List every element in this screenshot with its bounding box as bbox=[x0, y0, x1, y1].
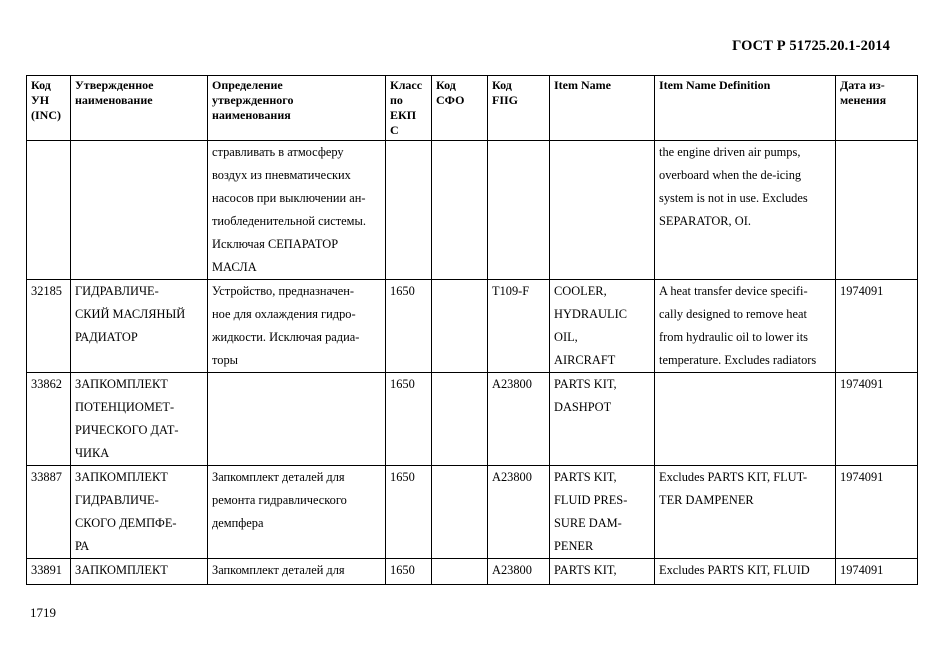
column-header-change-date: Дата из- менения bbox=[836, 76, 918, 141]
cell-fiig bbox=[488, 141, 550, 280]
table-row bbox=[27, 373, 918, 466]
cell-class: 1650 bbox=[386, 280, 432, 373]
cell-sfo bbox=[432, 559, 488, 585]
cell-approved-name: ЗАПКОМПЛЕКТ bbox=[71, 559, 208, 585]
cell-class bbox=[386, 141, 432, 280]
cell-class: 1650 bbox=[386, 466, 432, 559]
table-row bbox=[27, 280, 918, 373]
document-header: ГОСТ Р 51725.20.1-2014 bbox=[732, 38, 890, 54]
cell-class: 1650 bbox=[386, 559, 432, 585]
column-header-item-name: Item Name bbox=[550, 76, 655, 141]
cell-sfo bbox=[432, 466, 488, 559]
cell-approved-name: ГИДРАВЛИЧЕ- СКИЙ МАСЛЯНЫЙ РАДИАТОР bbox=[71, 280, 208, 373]
cell-item-name: PARTS KIT, FLUID PRES- SURE DAM- PENER bbox=[550, 466, 655, 559]
column-header-sfo: Код СФО bbox=[432, 76, 488, 141]
cell-fiig: A23800 bbox=[488, 373, 550, 466]
cell-item-name: PARTS KIT, DASHPOT bbox=[550, 373, 655, 466]
cell-inc: 33891 bbox=[27, 559, 71, 585]
cell-item-name: COOLER, HYDRAULIC OIL, AIRCRAFT bbox=[550, 280, 655, 373]
column-header-approved-name: Утвержденное наименование bbox=[71, 76, 208, 141]
column-header-definition: Определение утвержденного наименования bbox=[208, 76, 386, 141]
cell-item-name-definition: the engine driven air pumps, overboard when the de-icing system is not in use. Excludes SEPARATOR, OI. bbox=[655, 141, 836, 280]
cell-item-name-definition: A heat transfer device specifi- cally designed to remove heat from hydraulic oil to lower its temperature. Excludes radiators bbox=[655, 280, 836, 373]
header-row bbox=[27, 76, 918, 141]
cell-definition: Устройство, предназначен- ное для охлаждения гидро- жидкости. Исключая радиа- торы bbox=[208, 280, 386, 373]
table-row bbox=[27, 466, 918, 559]
cell-change-date: 1974091 bbox=[836, 466, 918, 559]
column-header-class: Класс по ЕКП С bbox=[386, 76, 432, 141]
cell-change-date: 1974091 bbox=[836, 373, 918, 466]
cell-definition: стравливать в атмосферу воздух из пневматических насосов при выключении ан- тиобледенительной системы. Исключая СЕПАРАТОР МАСЛА bbox=[208, 141, 386, 280]
table-row-continuation bbox=[27, 141, 918, 280]
catalog-table bbox=[26, 75, 918, 585]
cell-sfo bbox=[432, 280, 488, 373]
column-header-inc: Код УН (INC) bbox=[27, 76, 71, 141]
column-header-fiig: Код FIIG bbox=[488, 76, 550, 141]
cell-fiig: A23800 bbox=[488, 559, 550, 585]
cell-inc: 33862 bbox=[27, 373, 71, 466]
cell-class: 1650 bbox=[386, 373, 432, 466]
cell-change-date bbox=[836, 141, 918, 280]
cell-fiig: A23800 bbox=[488, 466, 550, 559]
cell-fiig: T109-F bbox=[488, 280, 550, 373]
cell-definition: Запкомплект деталей для bbox=[208, 559, 386, 585]
cell-approved-name bbox=[71, 141, 208, 280]
page-number: 1719 bbox=[30, 605, 56, 620]
cell-item-name-definition: Excludes PARTS KIT, FLUT- TER DAMPENER bbox=[655, 466, 836, 559]
cell-item-name bbox=[550, 141, 655, 280]
table-row bbox=[27, 559, 918, 585]
cell-inc: 32185 bbox=[27, 280, 71, 373]
cell-definition: Запкомплект деталей для ремонта гидравлического демпфера bbox=[208, 466, 386, 559]
cell-approved-name: ЗАПКОМПЛЕКТ ПОТЕНЦИОМЕТ- РИЧЕСКОГО ДАТ- ЧИКА bbox=[71, 373, 208, 466]
cell-sfo bbox=[432, 141, 488, 280]
column-header-item-name-definition: Item Name Definition bbox=[655, 76, 836, 141]
cell-inc: 33887 bbox=[27, 466, 71, 559]
cell-item-name-definition: Excludes PARTS KIT, FLUID bbox=[655, 559, 836, 585]
cell-change-date: 1974091 bbox=[836, 280, 918, 373]
cell-approved-name: ЗАПКОМПЛЕКТ ГИДРАВЛИЧЕ- СКОГО ДЕМПФЕ- РА bbox=[71, 466, 208, 559]
cell-item-name-definition bbox=[655, 373, 836, 466]
cell-inc bbox=[27, 141, 71, 280]
cell-item-name: PARTS KIT, bbox=[550, 559, 655, 585]
cell-sfo bbox=[432, 373, 488, 466]
cell-change-date: 1974091 bbox=[836, 559, 918, 585]
cell-definition bbox=[208, 373, 386, 466]
